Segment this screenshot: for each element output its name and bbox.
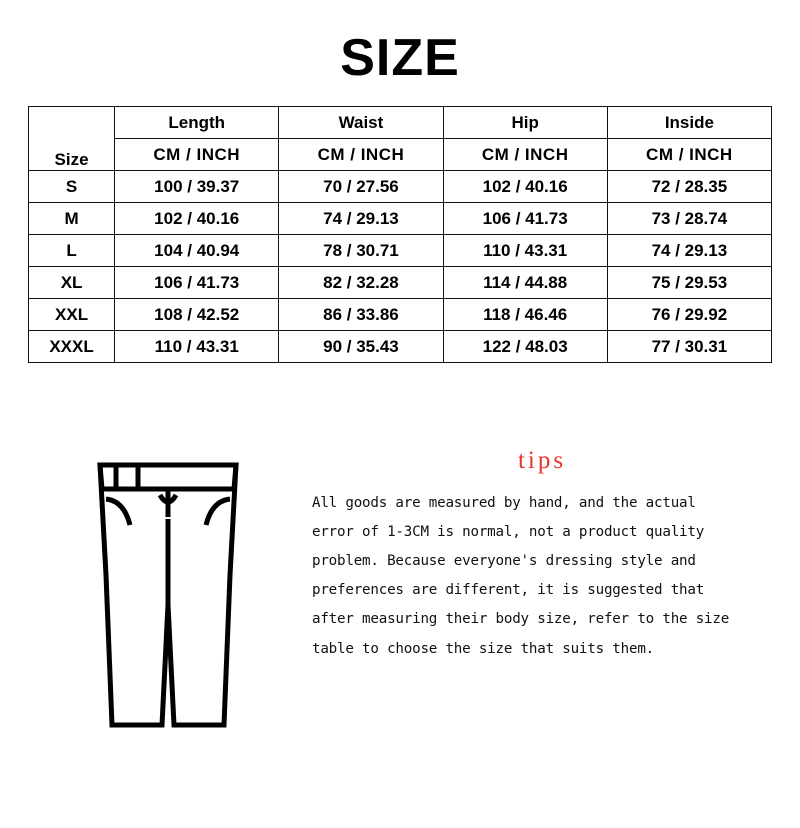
table-header-hip: Hip <box>443 107 607 139</box>
table-row <box>29 171 772 203</box>
tips-heading: tips <box>517 447 567 474</box>
measurement-cell: 106 / 41.73 <box>443 203 607 235</box>
table-unit-label: CM / INCH <box>607 139 771 171</box>
bottom-section <box>0 447 800 735</box>
tips-text <box>312 489 772 664</box>
table-header-inside: Inside <box>607 107 771 139</box>
measurement-cell: 102 / 40.16 <box>115 203 279 235</box>
measurement-cell: 72 / 28.35 <box>607 171 771 203</box>
jeans-illustration <box>28 447 308 735</box>
page-title: SIZE <box>340 29 460 87</box>
measurement-cell: 110 / 43.31 <box>443 235 607 267</box>
measurement-cell: 108 / 42.52 <box>115 299 279 331</box>
table-unit-label: CM / INCH <box>443 139 607 171</box>
measurement-cell: 104 / 40.94 <box>115 235 279 267</box>
measurement-cell: 90 / 35.43 <box>279 331 443 363</box>
measurement-cell: 82 / 32.28 <box>279 267 443 299</box>
measurement-cell: 74 / 29.13 <box>607 235 771 267</box>
measurement-cell: 110 / 43.31 <box>115 331 279 363</box>
measurement-cell: 74 / 29.13 <box>279 203 443 235</box>
measurement-cell: 73 / 28.74 <box>607 203 771 235</box>
tips-line: error of 1-3CM is normal, not a product quality <box>312 524 705 541</box>
table-unit-label: CM / INCH <box>279 139 443 171</box>
table-header-waist: Waist <box>279 107 443 139</box>
size-label-s: S <box>29 171 115 203</box>
size-label-m: M <box>29 203 115 235</box>
table-row <box>29 267 772 299</box>
measurement-cell: 86 / 33.86 <box>279 299 443 331</box>
size-label-l: L <box>29 235 115 267</box>
measurement-cell: 106 / 41.73 <box>115 267 279 299</box>
table-header-length: Length <box>115 107 279 139</box>
measurement-cell: 75 / 29.53 <box>607 267 771 299</box>
measurement-cell: 102 / 40.16 <box>443 171 607 203</box>
measurement-cell: 118 / 46.46 <box>443 299 607 331</box>
size-label-xxxl: XXXL <box>29 331 115 363</box>
tips-line: problem. Because everyone's dressing style and <box>312 553 696 570</box>
table-corner-label: Size <box>29 107 115 171</box>
tips-line: All goods are measured by hand, and the actual <box>312 495 696 511</box>
table-unit-label: CM / INCH <box>115 139 279 171</box>
table-header-row-units <box>29 139 772 171</box>
table-header-row-categories <box>29 107 772 139</box>
tips-line: after measuring their body size, refer to the size <box>312 611 730 628</box>
tips-panel <box>308 447 772 735</box>
table-row <box>29 235 772 267</box>
table-row <box>29 331 772 363</box>
table-row <box>29 203 772 235</box>
size-label-xl: XL <box>29 267 115 299</box>
jeans-icon <box>78 455 258 735</box>
size-chart-table <box>28 106 772 363</box>
tips-line: table to choose the size that suits them. <box>312 640 655 657</box>
measurement-cell: 78 / 30.71 <box>279 235 443 267</box>
size-table-container <box>28 106 772 363</box>
measurement-cell: 70 / 27.56 <box>279 171 443 203</box>
measurement-cell: 100 / 39.37 <box>115 171 279 203</box>
size-label-xxl: XXL <box>29 299 115 331</box>
measurement-cell: 122 / 48.03 <box>443 331 607 363</box>
measurement-cell: 76 / 29.92 <box>607 299 771 331</box>
table-row <box>29 299 772 331</box>
tips-line: preferences are different, it is suggested that <box>312 582 705 599</box>
measurement-cell: 77 / 30.31 <box>607 331 771 363</box>
measurement-cell: 114 / 44.88 <box>443 267 607 299</box>
